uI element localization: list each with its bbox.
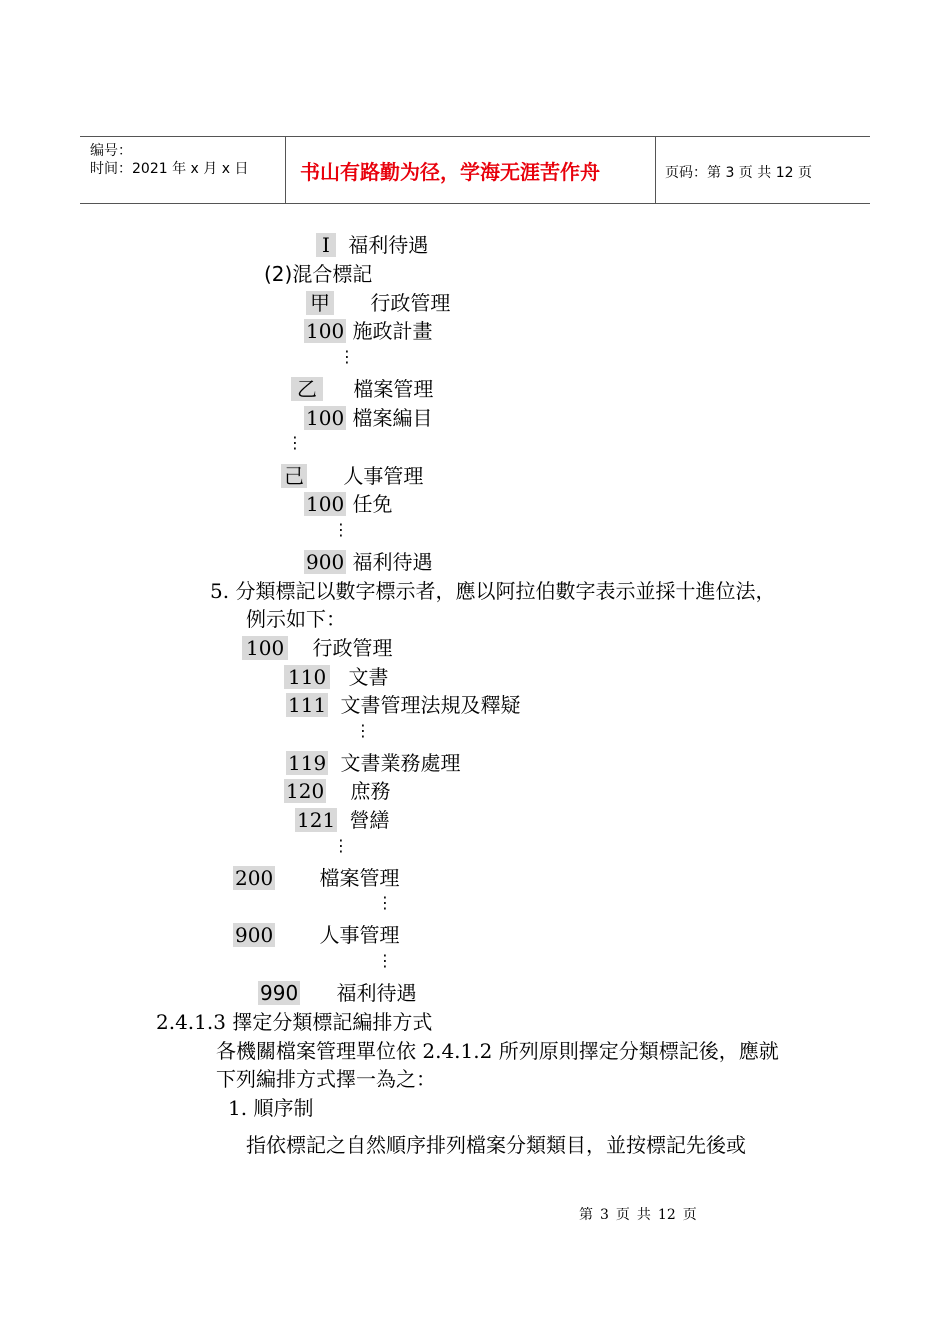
text: 指依標記之自然順序排列檔案分類類目，並按標記先後或 <box>246 1133 746 1157</box>
footer-text: 共 <box>636 1207 651 1223</box>
item-text: 檔案編目 <box>352 406 433 430</box>
item-text: 營繕 <box>349 808 390 832</box>
ellipsis-vertical: ⋮ <box>333 836 349 855</box>
code: 111 <box>288 693 327 717</box>
item-text: 行政管理 <box>370 291 451 315</box>
page-info: 页码：第 3 页 共 12 页 <box>665 165 812 181</box>
code-row-100 <box>242 635 393 661</box>
item-text: 檔案管理 <box>353 377 434 401</box>
mark: 甲 <box>306 291 334 315</box>
list-item-1 <box>228 1095 313 1121</box>
text: 下列編排方式擇一為之： <box>216 1067 436 1091</box>
header-bottom-rule <box>80 203 870 204</box>
page-footer <box>579 1204 704 1224</box>
point-text: 例示如下： <box>246 607 346 631</box>
header-motto: 书山有路勤为径，学海无涯苦作舟 <box>300 160 600 184</box>
text: 各機關檔案管理單位依 <box>216 1039 416 1063</box>
footer-page-number: 3 <box>600 1207 609 1223</box>
serial-label: 编号： <box>90 143 132 159</box>
mixed-item-I <box>316 232 428 258</box>
point-5-cont <box>246 606 346 632</box>
list-item-1-description <box>246 1132 746 1158</box>
code-row-121 <box>295 807 390 833</box>
ellipsis-vertical: ⋮ <box>377 951 393 970</box>
item-text: 文書業務處理 <box>340 751 461 775</box>
item-text: 福利待遇 <box>352 550 433 574</box>
item-text: 福利待遇 <box>348 233 429 257</box>
code: 900 <box>306 550 345 574</box>
mixed-ji-900 <box>304 549 433 575</box>
code-row-990 <box>258 980 417 1006</box>
ellipsis-vertical: ⋮ <box>339 347 355 366</box>
section-paragraph-line-2 <box>216 1066 436 1092</box>
item-number: 1. <box>228 1096 248 1120</box>
header-divider-right <box>655 137 656 203</box>
code: 121 <box>297 808 336 832</box>
section-title: 擇定分類標記編排方式 <box>232 1010 433 1034</box>
mixed-yi <box>291 376 433 402</box>
item-text: 文書 <box>348 665 389 689</box>
mixed-ji <box>281 463 423 489</box>
item-text: 施政計畫 <box>352 319 433 343</box>
mark: 己 <box>281 464 307 488</box>
header-top-rule <box>80 136 870 137</box>
code: 100 <box>306 319 345 343</box>
section-number: 2.4.1.3 <box>156 1010 226 1034</box>
code: 100 <box>306 492 345 516</box>
mixed-ji-100 <box>304 491 393 517</box>
time-label: 时间：2021 年 x 月 x 日 <box>90 161 249 177</box>
mark: I <box>316 233 336 257</box>
item-text: 檔案管理 <box>319 866 400 890</box>
code: 990 <box>260 981 299 1005</box>
mark: 乙 <box>291 377 323 401</box>
section-ref: 2.4.1.2 <box>422 1039 493 1063</box>
mixed-jia <box>306 290 450 316</box>
header-divider-left <box>285 137 286 203</box>
ellipsis-vertical: ⋮ <box>333 520 349 539</box>
code: 110 <box>284 665 330 689</box>
code-row-111 <box>286 692 521 718</box>
point-5 <box>210 578 775 604</box>
code: 120 <box>286 779 325 803</box>
item-text: 順序制 <box>253 1096 314 1120</box>
code: 119 <box>288 751 327 775</box>
code-row-110 <box>284 664 389 690</box>
item-text: 文書管理法規及釋疑 <box>340 693 521 717</box>
ellipsis-vertical: ⋮ <box>287 433 303 452</box>
item-text: 福利待遇 <box>336 981 417 1005</box>
code: 100 <box>242 636 288 660</box>
code-row-119 <box>286 750 461 776</box>
item-text: 任免 <box>352 492 393 516</box>
point-number: 5. <box>210 579 230 603</box>
point-text: 分類標記以數字標示者，應以阿拉伯數字表示並採十進位法， <box>235 579 776 603</box>
item-text: 行政管理 <box>312 636 393 660</box>
code-row-200 <box>233 865 400 891</box>
footer-text: 页 <box>615 1207 630 1223</box>
footer-text: 页 <box>682 1207 697 1223</box>
heading-text: (2)混合標記 <box>264 262 373 286</box>
ellipsis-vertical: ⋮ <box>355 721 371 740</box>
code: 200 <box>235 866 274 890</box>
footer-text: 第 <box>579 1207 593 1223</box>
code: 100 <box>306 406 345 430</box>
code: 900 <box>235 923 274 947</box>
text: 所列原則擇定分類標記後，應就 <box>498 1039 779 1063</box>
mixed-yi-100 <box>304 405 433 431</box>
item-text: 人事管理 <box>343 464 424 488</box>
section-heading <box>156 1009 432 1035</box>
mixed-jia-100 <box>304 318 433 344</box>
ellipsis-vertical: ⋮ <box>377 893 393 912</box>
item-text: 庶務 <box>350 779 391 803</box>
item-text: 人事管理 <box>319 923 400 947</box>
code-row-900 <box>233 922 400 948</box>
section-paragraph-line-1 <box>216 1038 779 1064</box>
mixed-heading <box>264 261 372 287</box>
code-row-120 <box>284 778 391 804</box>
footer-total-pages: 12 <box>657 1207 676 1223</box>
